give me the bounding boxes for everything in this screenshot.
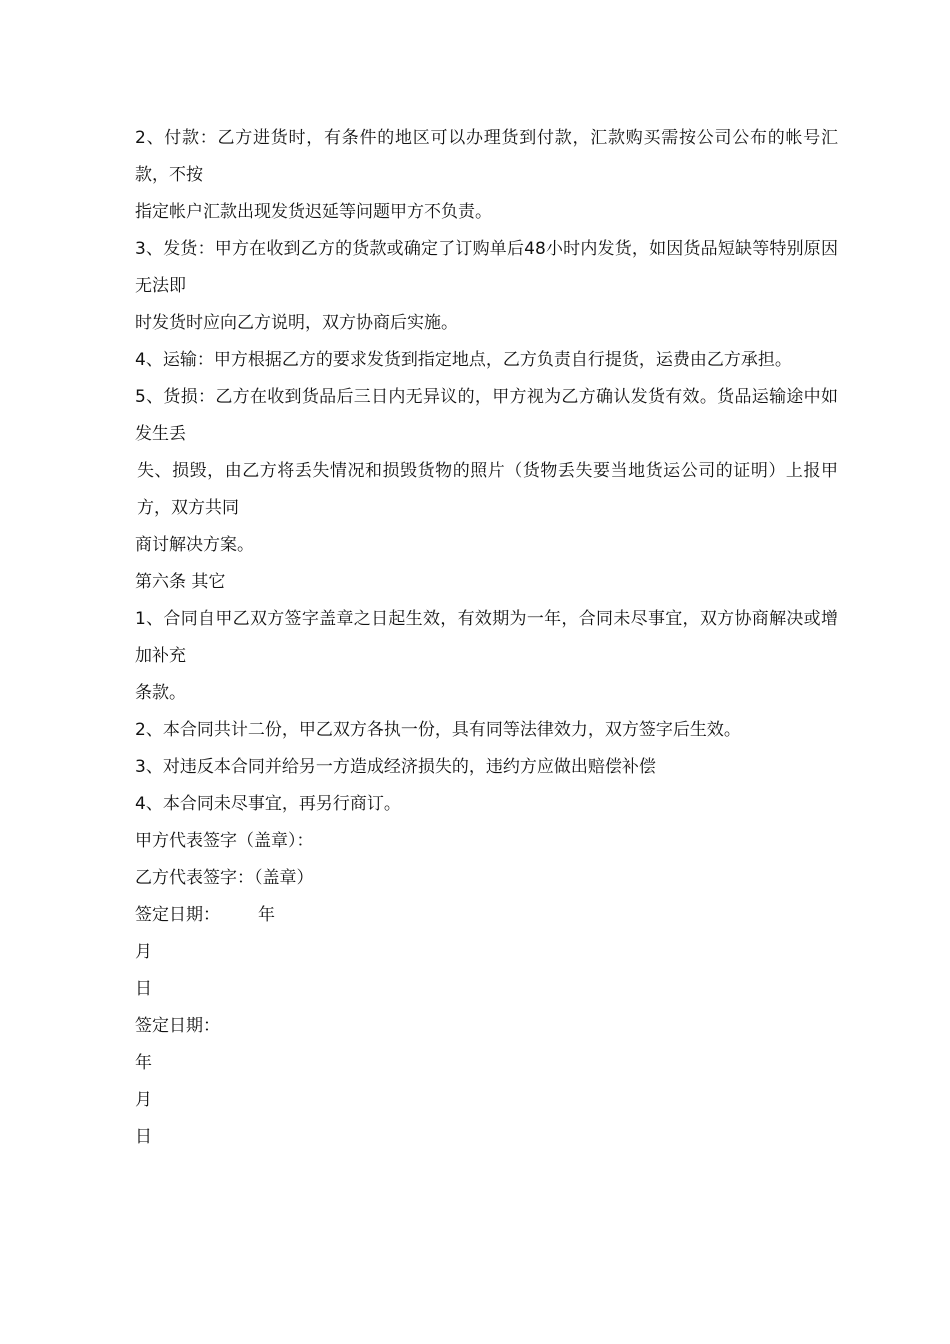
signing-date-2-month: 月 <box>135 1090 152 1110</box>
clause-payment-cont: 指定帐户汇款出现发货迟延等问题甲方不负责。 <box>135 202 492 222</box>
clause-damage-cont: 失、损毁，由乙方将丢失情况和损毁货物的照片（货物丢失要当地货运公司的证明）上报甲方，双方共同 <box>137 461 838 518</box>
article-six-heading: 第六条 其它 <box>135 572 226 592</box>
signing-date-2-day: 日 <box>135 1127 152 1147</box>
clause-payment: 2、付款：乙方进货时，有条件的地区可以办理货到付款，汇款购买需按公司公布的帐号汇款，不按 <box>135 128 838 185</box>
clause-damage: 5、货损：乙方在收到货品后三日内无异议的，甲方视为乙方确认发货有效。货品运输途中如发生丢 <box>135 387 838 444</box>
signing-date-2-year: 年 <box>135 1053 152 1073</box>
contract-body <box>116 120 838 1156</box>
signing-date-month: 月 <box>135 942 152 962</box>
signing-date-day: 日 <box>135 979 152 999</box>
clause-transport: 4、运输：甲方根据乙方的要求发货到指定地点，乙方负责自行提货，运费由乙方承担。 <box>135 350 792 370</box>
clause-copies: 2、本合同共计二份，甲乙双方各执一份，具有同等法律效力，双方签字后生效。 <box>135 720 741 740</box>
clause-other: 4、本合同未尽事宜，再另行商订。 <box>135 794 401 814</box>
clause-breach: 3、对违反本合同并给另一方造成经济损失的，违约方应做出赔偿补偿 <box>135 757 656 777</box>
signing-date-label: 签定日期： <box>135 905 220 925</box>
clause-shipping-cont: 时发货时应向乙方说明，双方协商后实施。 <box>135 313 458 333</box>
clause-effective-cont: 条款。 <box>135 683 186 703</box>
party-a-signature: 甲方代表签字（盖章）： <box>135 831 314 851</box>
clause-effective: 1、合同自甲乙双方签字盖章之日起生效，有效期为一年，合同未尽事宜，双方协商解决或增加补充 <box>135 609 838 666</box>
signing-date-year: 年 <box>258 905 275 925</box>
signing-date-2-label: 签定日期： <box>135 1016 220 1036</box>
clause-damage-cont2: 商讨解决方案。 <box>135 535 254 555</box>
signing-date-1 <box>116 897 838 934</box>
party-b-signature: 乙方代表签字：（盖章） <box>135 868 314 888</box>
clause-shipping: 3、发货：甲方在收到乙方的货款或确定了订购单后48小时内发货，如因货品短缺等特别原因无法即 <box>135 239 838 296</box>
